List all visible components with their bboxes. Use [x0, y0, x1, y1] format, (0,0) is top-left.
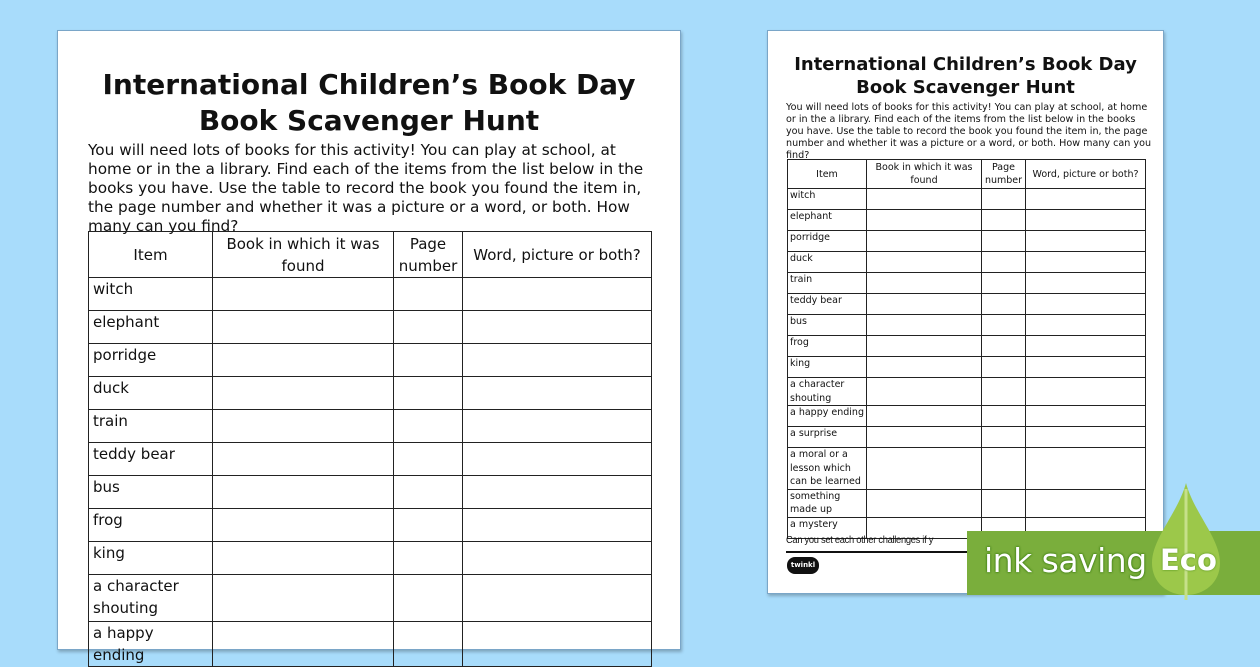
- empty-cell: [982, 231, 1026, 252]
- empty-cell: [1026, 210, 1146, 231]
- empty-cell: [213, 410, 394, 443]
- empty-cell: [867, 273, 982, 294]
- empty-cell: [867, 427, 982, 448]
- empty-cell: [1026, 294, 1146, 315]
- table-row: [788, 448, 1146, 490]
- scavenger-table: [88, 231, 652, 667]
- empty-cell: [213, 311, 394, 344]
- item-cell: something made up: [788, 489, 867, 517]
- empty-cell: [394, 443, 463, 476]
- empty-cell: [213, 278, 394, 311]
- item-cell: elephant: [89, 311, 213, 344]
- empty-cell: [463, 311, 652, 344]
- header-book: Book in which it was found: [213, 232, 394, 278]
- table-row: [89, 311, 652, 344]
- table-row: [89, 542, 652, 575]
- empty-cell: [213, 509, 394, 542]
- empty-cell: [982, 294, 1026, 315]
- empty-cell: [394, 311, 463, 344]
- empty-cell: [867, 210, 982, 231]
- footer-text: Can you set each other challenges if y: [786, 535, 934, 546]
- item-cell: a happy ending: [788, 406, 867, 427]
- table-row: [89, 443, 652, 476]
- empty-cell: [1026, 189, 1146, 210]
- empty-cell: [867, 294, 982, 315]
- item-cell: train: [788, 273, 867, 294]
- empty-cell: [982, 315, 1026, 336]
- empty-cell: [394, 476, 463, 509]
- item-cell: a happy ending: [89, 622, 213, 667]
- leaf-drop-icon: [1150, 483, 1222, 600]
- table-row: [788, 273, 1146, 294]
- header-type: Word, picture or both?: [463, 232, 652, 278]
- empty-cell: [463, 542, 652, 575]
- table-row: [89, 509, 652, 542]
- table-row: [788, 231, 1146, 252]
- eco-label: Eco: [1160, 543, 1217, 577]
- table-row: [89, 377, 652, 410]
- empty-cell: [394, 377, 463, 410]
- item-cell: bus: [89, 476, 213, 509]
- table-row: [788, 336, 1146, 357]
- item-cell: porridge: [788, 231, 867, 252]
- empty-cell: [394, 509, 463, 542]
- worksheet-preview-small: [767, 30, 1164, 594]
- empty-cell: [982, 210, 1026, 231]
- empty-cell: [394, 622, 463, 667]
- table-row: [788, 210, 1146, 231]
- title-line-1: International Children’s Book Day: [102, 68, 636, 101]
- item-cell: a character shouting: [788, 378, 867, 406]
- item-cell: train: [89, 410, 213, 443]
- header-item: Item: [89, 232, 213, 278]
- header-page: Page number: [982, 160, 1026, 189]
- item-cell: duck: [89, 377, 213, 410]
- empty-cell: [982, 336, 1026, 357]
- item-cell: frog: [788, 336, 867, 357]
- table-row: [89, 410, 652, 443]
- item-cell: teddy bear: [89, 443, 213, 476]
- header-item: Item: [788, 160, 867, 189]
- empty-cell: [867, 252, 982, 273]
- empty-cell: [213, 542, 394, 575]
- worksheet-title: [58, 67, 680, 139]
- table-row: [788, 489, 1146, 517]
- empty-cell: [982, 448, 1026, 490]
- item-cell: duck: [788, 252, 867, 273]
- title-line-2: Book Scavenger Hunt: [856, 77, 1075, 98]
- empty-cell: [867, 448, 982, 490]
- empty-cell: [463, 377, 652, 410]
- empty-cell: [463, 476, 652, 509]
- table-row: [788, 378, 1146, 406]
- empty-cell: [867, 231, 982, 252]
- header-type: Word, picture or both?: [1026, 160, 1146, 189]
- empty-cell: [1026, 448, 1146, 490]
- item-cell: elephant: [788, 210, 867, 231]
- empty-cell: [982, 427, 1026, 448]
- table-row: [89, 575, 652, 622]
- empty-cell: [1026, 315, 1146, 336]
- empty-cell: [867, 336, 982, 357]
- empty-cell: [213, 575, 394, 622]
- table-row: [89, 622, 652, 667]
- item-cell: a character shouting: [89, 575, 213, 622]
- empty-cell: [1026, 273, 1146, 294]
- item-cell: a surprise: [788, 427, 867, 448]
- empty-cell: [867, 357, 982, 378]
- twinkl-logo: twinkl: [787, 557, 819, 574]
- empty-cell: [1026, 378, 1146, 406]
- intro-text: You will need lots of books for this activity! You can play at school, at home or in the a library. Find each of the items from the list below in the books you have. Use the table to record the book you found the item in, the page number and whether it was a picture or a word, or both. How many can you find?: [786, 102, 1152, 161]
- table-row: [788, 406, 1146, 427]
- item-cell: a moral or a lesson which can be learned: [788, 448, 867, 490]
- empty-cell: [982, 252, 1026, 273]
- empty-cell: [982, 378, 1026, 406]
- empty-cell: [213, 476, 394, 509]
- empty-cell: [982, 357, 1026, 378]
- banner-text: ink saving: [984, 541, 1147, 580]
- empty-cell: [463, 344, 652, 377]
- empty-cell: [1026, 427, 1146, 448]
- empty-cell: [867, 315, 982, 336]
- empty-cell: [394, 344, 463, 377]
- item-cell: frog: [89, 509, 213, 542]
- empty-cell: [463, 575, 652, 622]
- empty-cell: [394, 575, 463, 622]
- table-row: [788, 427, 1146, 448]
- table-row: [788, 315, 1146, 336]
- empty-cell: [463, 443, 652, 476]
- empty-cell: [1026, 231, 1146, 252]
- empty-cell: [867, 406, 982, 427]
- item-cell: bus: [788, 315, 867, 336]
- worksheet-title: [768, 53, 1163, 99]
- empty-cell: [394, 410, 463, 443]
- item-cell: king: [89, 542, 213, 575]
- scavenger-table: [787, 159, 1146, 539]
- table-row: [89, 278, 652, 311]
- empty-cell: [867, 489, 982, 517]
- empty-cell: [394, 542, 463, 575]
- empty-cell: [213, 344, 394, 377]
- empty-cell: [1026, 252, 1146, 273]
- table-row: [788, 189, 1146, 210]
- item-cell: king: [788, 357, 867, 378]
- table-row: [788, 252, 1146, 273]
- empty-cell: [394, 278, 463, 311]
- header-page: Page number: [394, 232, 463, 278]
- item-cell: witch: [788, 189, 867, 210]
- empty-cell: [463, 622, 652, 667]
- empty-cell: [463, 509, 652, 542]
- empty-cell: [982, 489, 1026, 517]
- empty-cell: [982, 189, 1026, 210]
- item-cell: teddy bear: [788, 294, 867, 315]
- empty-cell: [213, 443, 394, 476]
- item-cell: witch: [89, 278, 213, 311]
- empty-cell: [867, 378, 982, 406]
- empty-cell: [463, 278, 652, 311]
- intro-text: You will need lots of books for this activity! You can play at school, at home or in the a library. Find each of the items from the list below in the books you have. Use the table to record the book you found the item in, the page number and whether it was a picture or a word, or both. How many can you find?: [88, 141, 644, 235]
- empty-cell: [1026, 406, 1146, 427]
- empty-cell: [982, 273, 1026, 294]
- table-row: [788, 294, 1146, 315]
- title-line-2: Book Scavenger Hunt: [198, 104, 540, 137]
- eco-drop-badge: [1150, 483, 1222, 600]
- table-row: [788, 357, 1146, 378]
- empty-cell: [867, 189, 982, 210]
- empty-cell: [1026, 336, 1146, 357]
- title-line-1: International Children’s Book Day: [794, 54, 1137, 75]
- table-row: [89, 476, 652, 509]
- empty-cell: [1026, 489, 1146, 517]
- empty-cell: [213, 377, 394, 410]
- item-cell: porridge: [89, 344, 213, 377]
- table-row: [89, 344, 652, 377]
- worksheet-preview-large: [57, 30, 681, 664]
- empty-cell: [213, 622, 394, 667]
- item-cell: a mystery: [788, 517, 867, 538]
- header-book: Book in which it was found: [867, 160, 982, 189]
- empty-cell: [463, 410, 652, 443]
- empty-cell: [982, 406, 1026, 427]
- empty-cell: [1026, 357, 1146, 378]
